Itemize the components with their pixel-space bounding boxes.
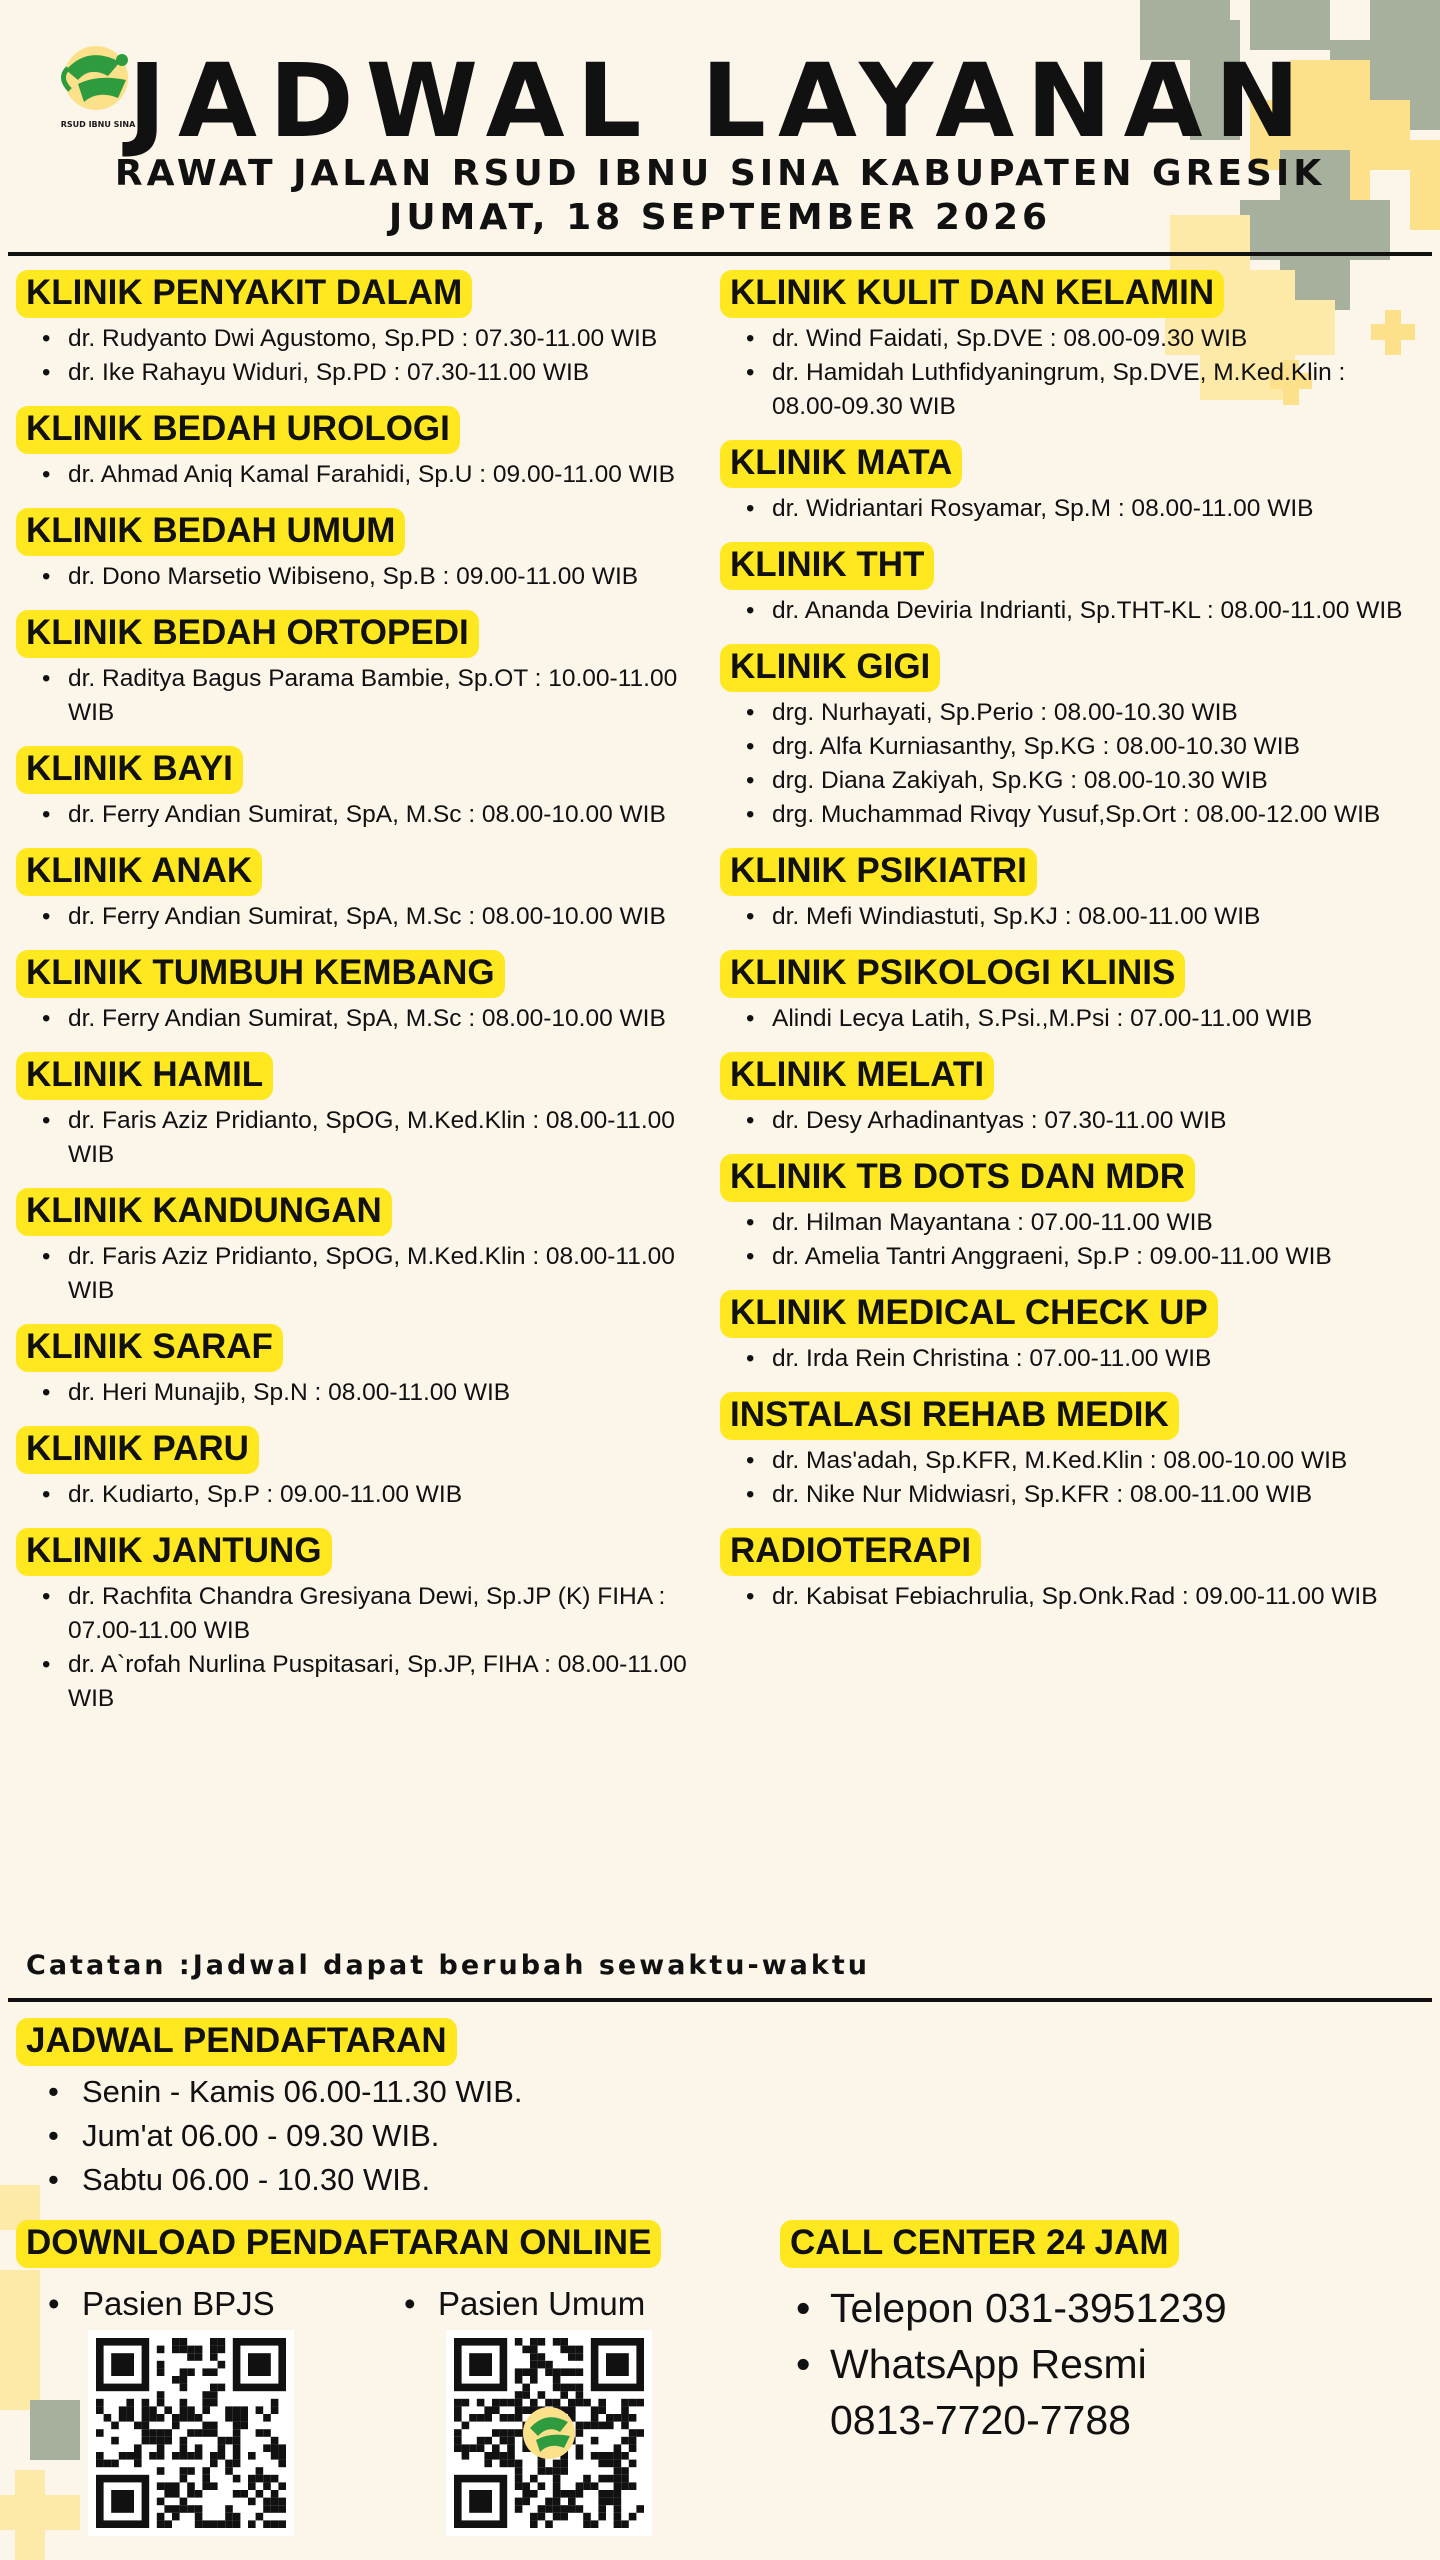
clinic-title: KLINIK PENYAKIT DALAM (16, 270, 472, 318)
download-list-umum (398, 2284, 645, 2324)
doctor-schedule-item: • dr. Ahmad Aniq Kamal Farahidi, Sp.U : 09.00-11.00 WIB (50, 458, 716, 492)
call-center-phone: • Telepon 031-3951239 (790, 2280, 1227, 2336)
qr-code-icon (88, 2330, 294, 2536)
footer-divider (8, 1998, 1432, 2002)
umum-label: • Pasien Umum (398, 2284, 645, 2324)
qr-code-umum[interactable] (446, 2330, 652, 2536)
clinic-section (16, 1324, 716, 1410)
page-subtitle: RAWAT JALAN RSUD IBNU SINA KABUPATEN GRESIK (114, 153, 1326, 194)
doctor-schedule-item: • dr. Hamidah Luthfidyaningrum, Sp.DVE, M.Ked.Klin : 08.00-09.30 WIB (754, 356, 1420, 424)
doctor-list (720, 1444, 1420, 1512)
doctor-list (720, 900, 1420, 934)
whatsapp-label: WhatsApp Resmi (830, 2341, 1147, 2387)
doctor-list (720, 492, 1420, 526)
download-list-bpjs (42, 2284, 275, 2324)
clinic-title: KLINIK TUMBUH KEMBANG (16, 950, 505, 998)
clinic-title: KLINIK MELATI (720, 1052, 994, 1100)
clinic-section (720, 440, 1420, 526)
call-center-title: CALL CENTER 24 JAM (780, 2220, 1179, 2268)
call-center-whatsapp (790, 2336, 1227, 2448)
clinic-title: KLINIK PSIKOLOGI KLINIS (720, 950, 1185, 998)
doctor-list (16, 322, 716, 390)
qr-code-bpjs[interactable] (88, 2330, 294, 2536)
doctor-schedule-item: • dr. Desy Arhadinantyas : 07.30-11.00 WIB (754, 1104, 1420, 1138)
doctor-schedule-item: • dr. Raditya Bagus Parama Bambie, Sp.OT : 10.00-11.00 WIB (50, 662, 716, 730)
doctor-schedule-item: • dr. Widriantari Rosyamar, Sp.M : 08.00-11.00 WIB (754, 492, 1420, 526)
clinic-section (720, 1290, 1420, 1376)
registration-title: JADWAL PENDAFTARAN (16, 2018, 457, 2066)
clinic-title: KLINIK PARU (16, 1426, 259, 1474)
doctor-schedule-item: • drg. Muchammad Rivqy Yusuf,Sp.Ort : 08.00-12.00 WIB (754, 798, 1420, 832)
whatsapp-number: 0813-7720-7788 (830, 2397, 1131, 2443)
registration-hours-item: • Senin - Kamis 06.00-11.30 WIB. (42, 2070, 523, 2114)
doctor-schedule-item: • dr. Faris Aziz Pridianto, SpOG, M.Ked.Klin : 08.00-11.00 WIB (50, 1104, 716, 1172)
doctor-list (16, 798, 716, 832)
clinic-title: KLINIK KANDUNGAN (16, 1188, 392, 1236)
doctor-list (16, 458, 716, 492)
clinic-title: KLINIK BEDAH UMUM (16, 508, 405, 556)
doctor-list (720, 1580, 1420, 1614)
doctor-schedule-item: • dr. Ferry Andian Sumirat, SpA, M.Sc : 08.00-10.00 WIB (50, 798, 716, 832)
clinic-section (16, 950, 716, 1036)
clinic-title: RADIOTERAPI (720, 1528, 981, 1576)
download-title: DOWNLOAD PENDAFTARAN ONLINE (16, 2220, 661, 2268)
clinic-title: INSTALASI REHAB MEDIK (720, 1392, 1179, 1440)
clinic-section (720, 950, 1420, 1036)
doctor-list (16, 560, 716, 594)
clinic-title: KLINIK BAYI (16, 746, 243, 794)
logo-text: RSUD IBNU SINA (60, 120, 136, 129)
clinic-section (720, 270, 1420, 424)
doctor-schedule-item: • drg. Nurhayati, Sp.Perio : 08.00-10.30 WIB (754, 696, 1420, 730)
clinic-title: KLINIK MATA (720, 440, 962, 488)
clinic-section (16, 270, 716, 390)
doctor-schedule-item: • dr. Kabisat Febiachrulia, Sp.Onk.Rad : 09.00-11.00 WIB (754, 1580, 1420, 1614)
doctor-schedule-item: • drg. Diana Zakiyah, Sp.KG : 08.00-10.30 WIB (754, 764, 1420, 798)
doctor-schedule-item: • drg. Alfa Kurniasanthy, Sp.KG : 08.00-10.30 WIB (754, 730, 1420, 764)
clinic-section (720, 1392, 1420, 1512)
doctor-list (16, 1478, 716, 1512)
clinic-section (16, 1188, 716, 1308)
clinic-section (720, 1528, 1420, 1614)
doctor-schedule-item: • dr. Kudiarto, Sp.P : 09.00-11.00 WIB (50, 1478, 716, 1512)
doctor-schedule-item: • dr. Rachfita Chandra Gresiyana Dewi, Sp.JP (K) FIHA : 07.00-11.00 WIB (50, 1580, 716, 1648)
clinic-section (720, 1154, 1420, 1274)
clinic-title: KLINIK BEDAH UROLOGI (16, 406, 460, 454)
clinic-title: KLINIK JANTUNG (16, 1528, 332, 1576)
clinic-section (720, 644, 1420, 832)
schedule-note: Catatan :Jadwal dapat berubah sewaktu-waktu (26, 1950, 870, 1981)
doctor-schedule-item: • dr. Heri Munajib, Sp.N : 08.00-11.00 WIB (50, 1376, 716, 1410)
clinic-title: KLINIK ANAK (16, 848, 262, 896)
doctor-list (720, 1104, 1420, 1138)
clinic-section (720, 1052, 1420, 1138)
clinic-title: KLINIK TB DOTS DAN MDR (720, 1154, 1195, 1202)
clinic-section (16, 1528, 716, 1716)
clinic-section (16, 848, 716, 934)
doctor-list (16, 1002, 716, 1036)
doctor-schedule-item: • Alindi Lecya Latih, S.Psi.,M.Psi : 07.00-11.00 WIB (754, 1002, 1420, 1036)
doctor-schedule-item: • dr. Rudyanto Dwi Agustomo, Sp.PD : 07.30-11.00 WIB (50, 322, 716, 356)
clinic-section (16, 610, 716, 730)
clinic-column-right (720, 270, 1420, 1630)
doctor-list (16, 662, 716, 730)
doctor-schedule-item: • dr. Mas'adah, Sp.KFR, M.Ked.Klin : 08.00-10.00 WIB (754, 1444, 1420, 1478)
registration-hours-item: • Sabtu 06.00 - 10.30 WIB. (42, 2158, 523, 2202)
doctor-schedule-item: • dr. Faris Aziz Pridianto, SpOG, M.Ked.Klin : 08.00-11.00 WIB (50, 1240, 716, 1308)
doctor-schedule-item: • dr. Mefi Windiastuti, Sp.KJ : 08.00-11.00 WIB (754, 900, 1420, 934)
header-divider (8, 252, 1432, 256)
doctor-list (16, 1104, 716, 1172)
clinic-section (16, 1426, 716, 1512)
schedule-date: JUMAT, 18 SEPTEMBER 2026 (388, 197, 1052, 238)
qr-code-icon (446, 2330, 652, 2536)
bpjs-label: • Pasien BPJS (42, 2284, 275, 2324)
call-center-list (790, 2280, 1227, 2448)
doctor-schedule-item: • dr. Ike Rahayu Widuri, Sp.PD : 07.30-11.00 WIB (50, 356, 716, 390)
clinic-title: KLINIK MEDICAL CHECK UP (720, 1290, 1218, 1338)
clinic-title: KLINIK KULIT DAN KELAMIN (720, 270, 1224, 318)
clinic-section (16, 746, 716, 832)
doctor-list (720, 594, 1420, 628)
page-title: JADWAL LAYANAN (128, 42, 1312, 161)
doctor-list (720, 1206, 1420, 1274)
clinic-title: KLINIK PSIKIATRI (720, 848, 1037, 896)
clinic-section (16, 1052, 716, 1172)
doctor-list (720, 1002, 1420, 1036)
doctor-schedule-item: • dr. Dono Marsetio Wibiseno, Sp.B : 09.00-11.00 WIB (50, 560, 716, 594)
doctor-schedule-item: • dr. Nike Nur Midwiasri, Sp.KFR : 08.00-11.00 WIB (754, 1478, 1420, 1512)
clinic-title: KLINIK HAMIL (16, 1052, 273, 1100)
doctor-schedule-item: • dr. Hilman Mayantana : 07.00-11.00 WIB (754, 1206, 1420, 1240)
doctor-list (720, 322, 1420, 424)
clinic-section (16, 508, 716, 594)
clinic-title: KLINIK BEDAH ORTOPEDI (16, 610, 479, 658)
clinic-title: KLINIK SARAF (16, 1324, 283, 1372)
doctor-schedule-item: • dr. A`rofah Nurlina Puspitasari, Sp.JP, FIHA : 08.00-11.00 WIB (50, 1648, 716, 1716)
doctor-list (16, 1376, 716, 1410)
registration-hours-list (42, 2070, 523, 2202)
doctor-list (16, 1580, 716, 1716)
doctor-list (16, 1240, 716, 1308)
doctor-schedule-item: • dr. Ferry Andian Sumirat, SpA, M.Sc : 08.00-10.00 WIB (50, 900, 716, 934)
clinic-title: KLINIK GIGI (720, 644, 940, 692)
clinic-section (720, 848, 1420, 934)
doctor-schedule-item: • dr. Wind Faidati, Sp.DVE : 08.00-09.30 WIB (754, 322, 1420, 356)
clinic-section (16, 406, 716, 492)
doctor-schedule-item: • dr. Ananda Deviria Indrianti, Sp.THT-KL : 08.00-11.00 WIB (754, 594, 1420, 628)
clinic-section (720, 542, 1420, 628)
registration-hours-item: • Jum'at 06.00 - 09.30 WIB. (42, 2114, 523, 2158)
doctor-schedule-item: • dr. Irda Rein Christina : 07.00-11.00 WIB (754, 1342, 1420, 1376)
clinic-column-left (16, 270, 716, 1732)
doctor-list (720, 1342, 1420, 1376)
doctor-schedule-item: • dr. Amelia Tantri Anggraeni, Sp.P : 09.00-11.00 WIB (754, 1240, 1420, 1274)
doctor-list (16, 900, 716, 934)
doctor-list (720, 696, 1420, 832)
doctor-schedule-item: • dr. Ferry Andian Sumirat, SpA, M.Sc : 08.00-10.00 WIB (50, 1002, 716, 1036)
clinic-title: KLINIK THT (720, 542, 934, 590)
